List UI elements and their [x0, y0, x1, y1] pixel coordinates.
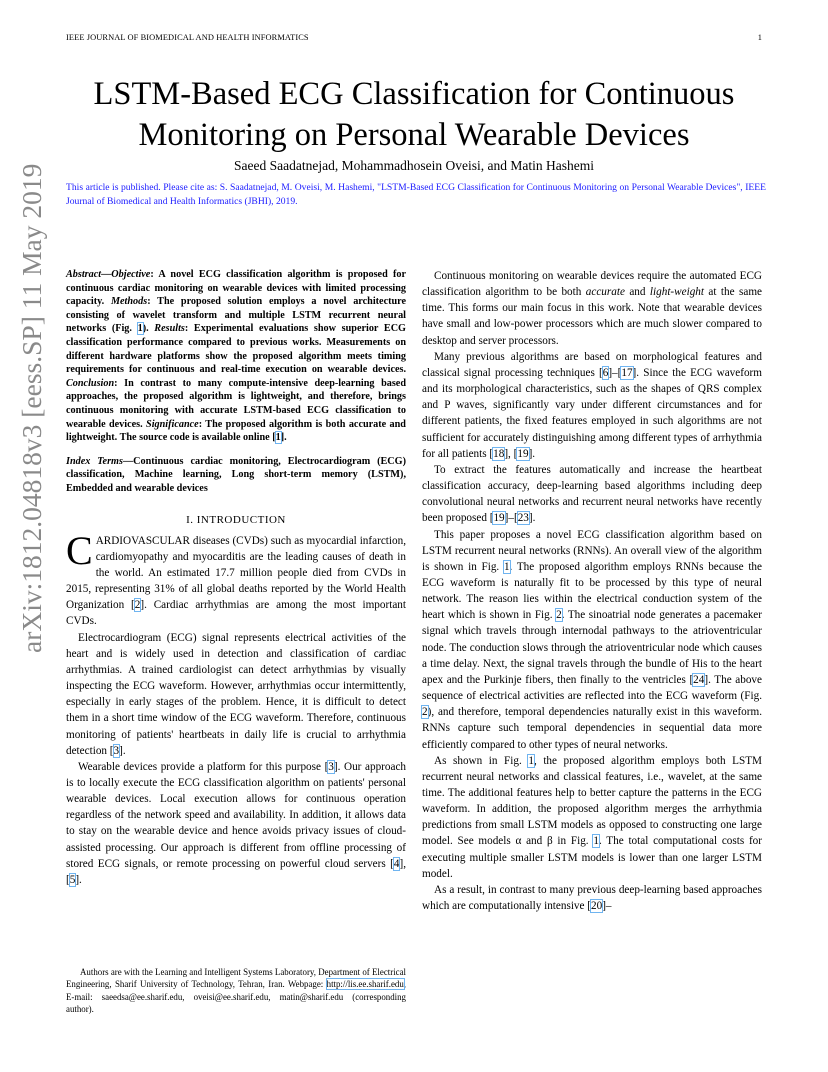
- abstract: Abstract—Objective: A novel ECG classification algorithm is proposed for continuous cardiac monitoring on wearable devices with limited processing capacity. Methods: The proposed solution employs a novel architecture consisting of wavelet transform and multiple LSTM recurrent neural networks (Fig. 1). Results: Experimental evaluations show superior ECG classification performance compared to previous works. Measurements on different hardware platforms show the proposed algorithm meets timing requirements for continuous and real-time execution on wearable devices. Conclusion: In contrast to many compute-intensive deep-learning based approaches, the proposed algorithm is lightweight, and therefore, brings continuous monitoring with accurate LSTM-based ECG classification to wearable devices. Significance: The proposed algorithm is both accurate and lightweight. The source code is available online [1].: [66, 269, 407, 444]
- citation-link[interactable]: 19: [517, 447, 529, 460]
- intro-paragraph-3: Wearable devices provide a platform for this purpose [3]. Our approach is to locally execute the ECG classification algorithm on patients' personal wearable devices. Local execution allows for continuous operation regardless of the network speed and availability. In addition, it allows data to stay on the wearable device and hence avoids privacy issues of cloud-assisted processing. Our approach is different from offline processing of stored ECG signals, or remote processing on powerful cloud servers [4], [5].: [66, 760, 407, 886]
- right-column: [422, 268, 762, 914]
- fig-ref-link[interactable]: 1: [137, 323, 143, 335]
- objective-label: Objective: [111, 269, 151, 280]
- body-paragraph: As shown in Fig. 1, the proposed algorithm employs both LSTM recurrent neural networks and classical features, i.e., wavelet, at the same time. The additional features help to better capture the patterns in the ECG waveform. In addition, the proposed algorithm merges the arrhythmia predictions from small LSTM models as opposed to constructing one large model. See models α and β in Fig. 1. The total computational costs for executing multiple smaller LSTM models is lower than one larger LSTM model.: [422, 754, 762, 880]
- citation-link[interactable]: 23: [517, 512, 529, 525]
- citation-link[interactable]: 17: [621, 366, 633, 379]
- footnote: Authors are with the Learning and Intelligent Systems Laboratory, Department of Electrical Engineering, Sharif University of Technology, Tehran, Iran. Webpage: http://lis.ee.sharif.edu, E-mail: saeedsa@ee.sharif.edu, oveisi@ee.sharif.edu, matin@sharif.edu (corresponding author).: [66, 967, 406, 1014]
- arxiv-stamp: arXiv:1812.04818v3 [eess.SP] 11 May 2019: [16, 163, 47, 653]
- fig-ref-link[interactable]: 2: [556, 609, 562, 622]
- citation-link[interactable]: 24: [693, 673, 705, 686]
- body-paragraph: As a result, in contrast to many previous deep-learning based approaches which are computationally intensive [20]–: [422, 883, 762, 913]
- page-number: 1: [757, 33, 762, 42]
- citation-link[interactable]: 3: [328, 760, 334, 773]
- abstract-label: Abstract: [66, 269, 102, 280]
- body-paragraph: This paper proposes a novel ECG classification algorithm based on LSTM recurrent neural networks (RNNs). An overall view of the algorithm is shown in Fig. 1. The proposed algorithm employs RNNs because the ECG waveform is naturally fit to be processed by this type of neural network. The reason lies within the electrical conduction system of the heart which is shown in Fig. 2. The sinoatrial node generates a pacemaker signal which travels through internodal pathways to the atrioventricular node. The conduction slows through the atrioventricular node which causes a time delay. Next, the signal travels through the bundle of His to the heart apex and the Purkinje fibers, then finally to the ventricles [24]. The above sequence of electrical activities are reflected into the ECG waveform (Fig. 2), and therefore, temporal dependencies naturally exist in this waveform. RNNs capture such temporal dependencies in sequential data more efficiently compared to other types of neural networks.: [422, 528, 762, 751]
- webpage-link[interactable]: http://lis.ee.sharif.edu: [326, 979, 404, 990]
- citation-link[interactable]: 20: [591, 900, 603, 913]
- body-paragraph: To extract the features automatically and increase the heartbeat classification accuracy, deep-learning based algorithms including deep convolutional neural networks and recurrent neural networks have recently been proposed [19]–[23].: [422, 463, 762, 525]
- index-terms: Index Terms—Continuous cardiac monitoring, Electrocardiogram (ECG) classification, Machine learning, Long short-term memory (LSTM), Embedded and wearable devices: [66, 455, 406, 494]
- author-list: Saeed Saadatnejad, Mohammadhosein Oveisi, and Matin Hashemi: [234, 158, 594, 173]
- running-header: IEEE JOURNAL OF BIOMEDICAL AND HEALTH INFORMATICS: [66, 33, 309, 42]
- citation-link[interactable]: 3: [113, 744, 120, 757]
- title-line-2: Monitoring on Personal Wearable Devices: [138, 117, 690, 153]
- title-line-1: LSTM-Based ECG Classification for Continuous: [93, 76, 735, 112]
- body-paragraph: Continuous monitoring on wearable devices require the automated ECG classification algorithm to be both accurate and light-weight at the same time. This forms our main focus in this work. Note that wearable devices have small and low-power processors which are much slower compared to desktop and server processors.: [422, 270, 762, 347]
- fig-ref-link[interactable]: 2: [422, 706, 428, 719]
- drop-cap: C: [66, 527, 93, 573]
- section-heading: I. INTRODUCTION: [186, 513, 286, 526]
- intro-paragraph-2: Electrocardiogram (ECG) signal represents electrical activities of the heart and is widely used in detection and classification of cardiac arrhythmias. A trained cardiologist can detect arrhythmias by visually inspecting the ECG waveform. However, arrhythmias occur intermittently, especially in early stages of the problem. Hence, it is difficult to detect them in a short time window of the ECG waveform. Therefore, continuous monitoring of patients' heartbeats in daily life is crucial to arrhythmia detection [3].: [66, 631, 406, 757]
- citation-link[interactable]: 19: [493, 512, 505, 525]
- citation-notice-link[interactable]: This article is published. Please cite as: S. Saadatnejad, M. Oveisi, M. Hashemi, "LSTM-Based ECG Classification for Continuous Monitoring on Personal Wearable Devices", IEEE Journal of Biomedical and Health Informatics (JBHI), 2019.: [66, 182, 766, 207]
- citation-link[interactable]: 6: [602, 366, 609, 379]
- left-column: [66, 268, 406, 888]
- citation-link[interactable]: 5: [69, 873, 76, 886]
- citation-link[interactable]: 4: [393, 857, 400, 870]
- fig-ref-link[interactable]: 1: [593, 835, 599, 848]
- fig-ref-link[interactable]: 1: [503, 560, 510, 573]
- fig-ref-link[interactable]: 1: [528, 754, 534, 767]
- citation-link[interactable]: 1: [275, 432, 281, 444]
- paper-title: [0, 74, 828, 156]
- intro-paragraph-1: CARDIOVASCULAR diseases (CVDs) such as myocardial infarction, cardiomyopathy and myocarditis are the leading causes of death in the world. An estimated 17.7 million people died from CVDs in 2015, representing 31% of all global deaths reported by the World Health Organization [2]. Cardiac arrhythmias are among the most important CVDs.: [66, 527, 406, 628]
- body-paragraph: Many previous algorithms are based on morphological features and classical signal processing techniques [6]–[17]. Since the ECG waveform and its morphological characteristics, such as the shapes of QRS complex and P waves, significantly vary under different circumstances and for different patients, the fixed features employed in such algorithms are not sufficient for accurately distinguishing among different types of arrhythmia for all patients [18], [19].: [422, 350, 762, 460]
- citation-link[interactable]: 2: [134, 599, 141, 612]
- citation-link[interactable]: 18: [493, 447, 505, 460]
